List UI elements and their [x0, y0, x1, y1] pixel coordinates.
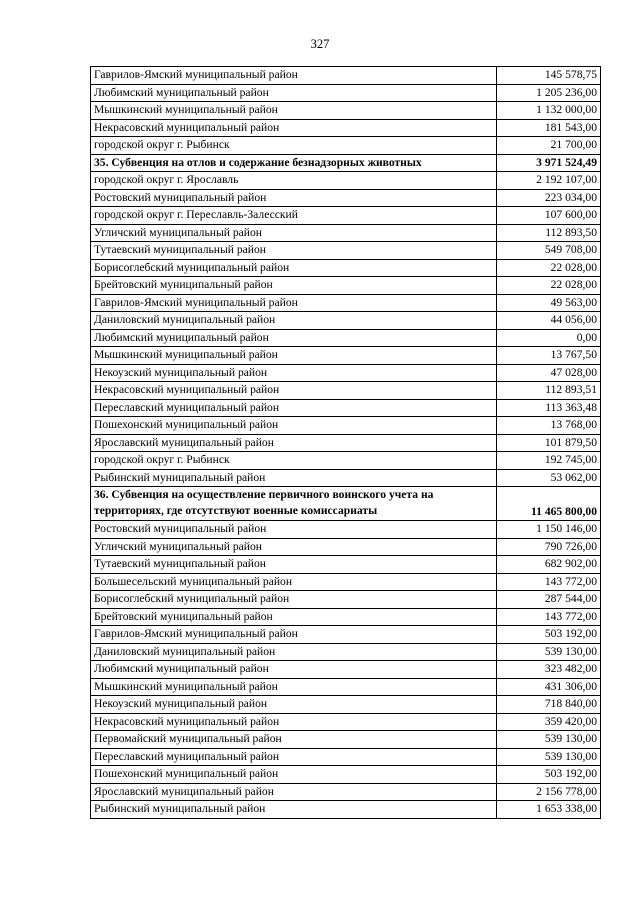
recipient-name: Рыбинский муниципальный район	[91, 801, 497, 819]
recipient-name: Угличский муниципальный район	[91, 224, 497, 242]
recipient-name: Тутаевский муниципальный район	[91, 242, 497, 260]
table-row	[91, 591, 601, 609]
table-row	[91, 172, 601, 190]
section-total: 3 971 524,49	[497, 154, 601, 172]
table-row	[91, 137, 601, 155]
table-row	[91, 364, 601, 382]
recipient-name: Гаврилов-Ямский муниципальный район	[91, 67, 497, 85]
table-row	[91, 434, 601, 452]
section-header-36	[91, 487, 601, 521]
recipient-name: Мышкинский муниципальный район	[91, 102, 497, 120]
recipient-name: Переславский муниципальный район	[91, 399, 497, 417]
recipient-amount: 223 034,00	[497, 189, 601, 207]
table-row	[91, 259, 601, 277]
recipient-name: Ростовский муниципальный район	[91, 521, 497, 539]
recipient-name: Пошехонский муниципальный район	[91, 766, 497, 784]
recipient-amount: 359 420,00	[497, 713, 601, 731]
recipient-amount: 682 902,00	[497, 556, 601, 574]
recipient-amount: 539 130,00	[497, 643, 601, 661]
recipient-name: Гаврилов-Ямский муниципальный район	[91, 294, 497, 312]
recipient-amount: 549 708,00	[497, 242, 601, 260]
recipient-name: Некрасовский муниципальный район	[91, 382, 497, 400]
recipient-amount: 21 700,00	[497, 137, 601, 155]
recipient-name: Ростовский муниципальный район	[91, 189, 497, 207]
recipient-name: городской округ г. Переславль-Залесский	[91, 207, 497, 225]
recipient-amount: 112 893,51	[497, 382, 601, 400]
table-row	[91, 189, 601, 207]
recipient-name: Некрасовский муниципальный район	[91, 119, 497, 137]
recipient-amount: 143 772,00	[497, 573, 601, 591]
section-title: 36. Субвенция на осуществление первичного воинского учета на территориях, где отсутствуют военные комиссариаты	[91, 487, 497, 521]
recipient-amount: 790 726,00	[497, 538, 601, 556]
recipient-amount: 53 062,00	[497, 469, 601, 487]
recipient-name: Ярославский муниципальный район	[91, 434, 497, 452]
table-row	[91, 452, 601, 470]
recipient-name: Мышкинский муниципальный район	[91, 678, 497, 696]
page-number: 327	[310, 37, 330, 51]
recipient-name: Рыбинский муниципальный район	[91, 469, 497, 487]
recipient-amount: 503 192,00	[497, 626, 601, 644]
table-row	[91, 801, 601, 819]
recipient-amount: 143 772,00	[497, 608, 601, 626]
recipient-amount: 22 028,00	[497, 259, 601, 277]
table-row	[91, 67, 601, 85]
recipient-name: Брейтовский муниципальный район	[91, 608, 497, 626]
recipient-amount: 112 893,50	[497, 224, 601, 242]
table-row	[91, 556, 601, 574]
section-header-35	[91, 154, 601, 172]
recipient-amount: 44 056,00	[497, 312, 601, 330]
table-row	[91, 84, 601, 102]
recipient-amount: 2 156 778,00	[497, 783, 601, 801]
recipient-amount: 101 879,50	[497, 434, 601, 452]
recipient-name: Борисоглебский муниципальный район	[91, 591, 497, 609]
table-row	[91, 643, 601, 661]
table-row	[91, 312, 601, 330]
recipient-name: Ярославский муниципальный район	[91, 783, 497, 801]
recipient-amount: 287 544,00	[497, 591, 601, 609]
table-row	[91, 277, 601, 295]
recipient-amount: 1 132 000,00	[497, 102, 601, 120]
recipient-name: Переславский муниципальный район	[91, 748, 497, 766]
table-row	[91, 783, 601, 801]
table-row	[91, 399, 601, 417]
recipient-name: Тутаевский муниципальный район	[91, 556, 497, 574]
table-row	[91, 119, 601, 137]
recipient-name: городской округ г. Ярославль	[91, 172, 497, 190]
recipient-name: Первомайский муниципальный район	[91, 731, 497, 749]
recipient-name: Пошехонский муниципальный район	[91, 417, 497, 435]
table-row	[91, 661, 601, 679]
table-row	[91, 731, 601, 749]
table-row	[91, 538, 601, 556]
recipient-name: Борисоглебский муниципальный район	[91, 259, 497, 277]
recipient-amount: 323 482,00	[497, 661, 601, 679]
recipient-name: Некоузский муниципальный район	[91, 364, 497, 382]
recipient-name: Угличский муниципальный район	[91, 538, 497, 556]
table-row	[91, 347, 601, 365]
recipient-amount: 192 745,00	[497, 452, 601, 470]
table-row	[91, 382, 601, 400]
table-row	[91, 713, 601, 731]
table-row	[91, 626, 601, 644]
recipient-amount: 1 150 146,00	[497, 521, 601, 539]
table-row	[91, 329, 601, 347]
table-row	[91, 748, 601, 766]
recipient-amount: 0,00	[497, 329, 601, 347]
recipient-amount: 539 130,00	[497, 748, 601, 766]
recipient-name: Некрасовский муниципальный район	[91, 713, 497, 731]
recipient-amount: 145 578,75	[497, 67, 601, 85]
recipient-name: Большесельский муниципальный район	[91, 573, 497, 591]
recipient-amount: 539 130,00	[497, 731, 601, 749]
table-row	[91, 766, 601, 784]
recipient-amount: 107 600,00	[497, 207, 601, 225]
table-row	[91, 224, 601, 242]
table-row	[91, 294, 601, 312]
table-row	[91, 573, 601, 591]
recipient-amount: 2 192 107,00	[497, 172, 601, 190]
recipient-name: городской округ г. Рыбинск	[91, 137, 497, 155]
recipient-amount: 22 028,00	[497, 277, 601, 295]
recipient-amount: 503 192,00	[497, 766, 601, 784]
table-row	[91, 678, 601, 696]
table-row	[91, 469, 601, 487]
recipient-name: городской округ г. Рыбинск	[91, 452, 497, 470]
table-row	[91, 102, 601, 120]
section-title: 35. Субвенция на отлов и содержание безнадзорных животных	[91, 154, 497, 172]
recipient-amount: 1 653 338,00	[497, 801, 601, 819]
table-row	[91, 521, 601, 539]
recipient-amount: 47 028,00	[497, 364, 601, 382]
recipient-name: Любимский муниципальный район	[91, 84, 497, 102]
recipient-name: Мышкинский муниципальный район	[91, 347, 497, 365]
recipient-amount: 13 767,50	[497, 347, 601, 365]
recipient-name: Любимский муниципальный район	[91, 661, 497, 679]
recipient-name: Любимский муниципальный район	[91, 329, 497, 347]
recipient-amount: 49 563,00	[497, 294, 601, 312]
recipient-name: Даниловский муниципальный район	[91, 312, 497, 330]
recipient-amount: 13 768,00	[497, 417, 601, 435]
recipient-amount: 113 363,48	[497, 399, 601, 417]
recipient-amount: 431 306,00	[497, 678, 601, 696]
recipient-amount: 181 543,00	[497, 119, 601, 137]
recipient-amount: 718 840,00	[497, 696, 601, 714]
table-row	[91, 608, 601, 626]
recipient-amount: 1 205 236,00	[497, 84, 601, 102]
subvention-table	[90, 66, 601, 819]
table-row	[91, 207, 601, 225]
recipient-name: Брейтовский муниципальный район	[91, 277, 497, 295]
section-total: 11 465 800,00	[497, 487, 601, 521]
table-row	[91, 417, 601, 435]
table-row	[91, 242, 601, 260]
recipient-name: Гаврилов-Ямский муниципальный район	[91, 626, 497, 644]
table-row	[91, 696, 601, 714]
recipient-name: Некоузский муниципальный район	[91, 696, 497, 714]
recipient-name: Даниловский муниципальный район	[91, 643, 497, 661]
